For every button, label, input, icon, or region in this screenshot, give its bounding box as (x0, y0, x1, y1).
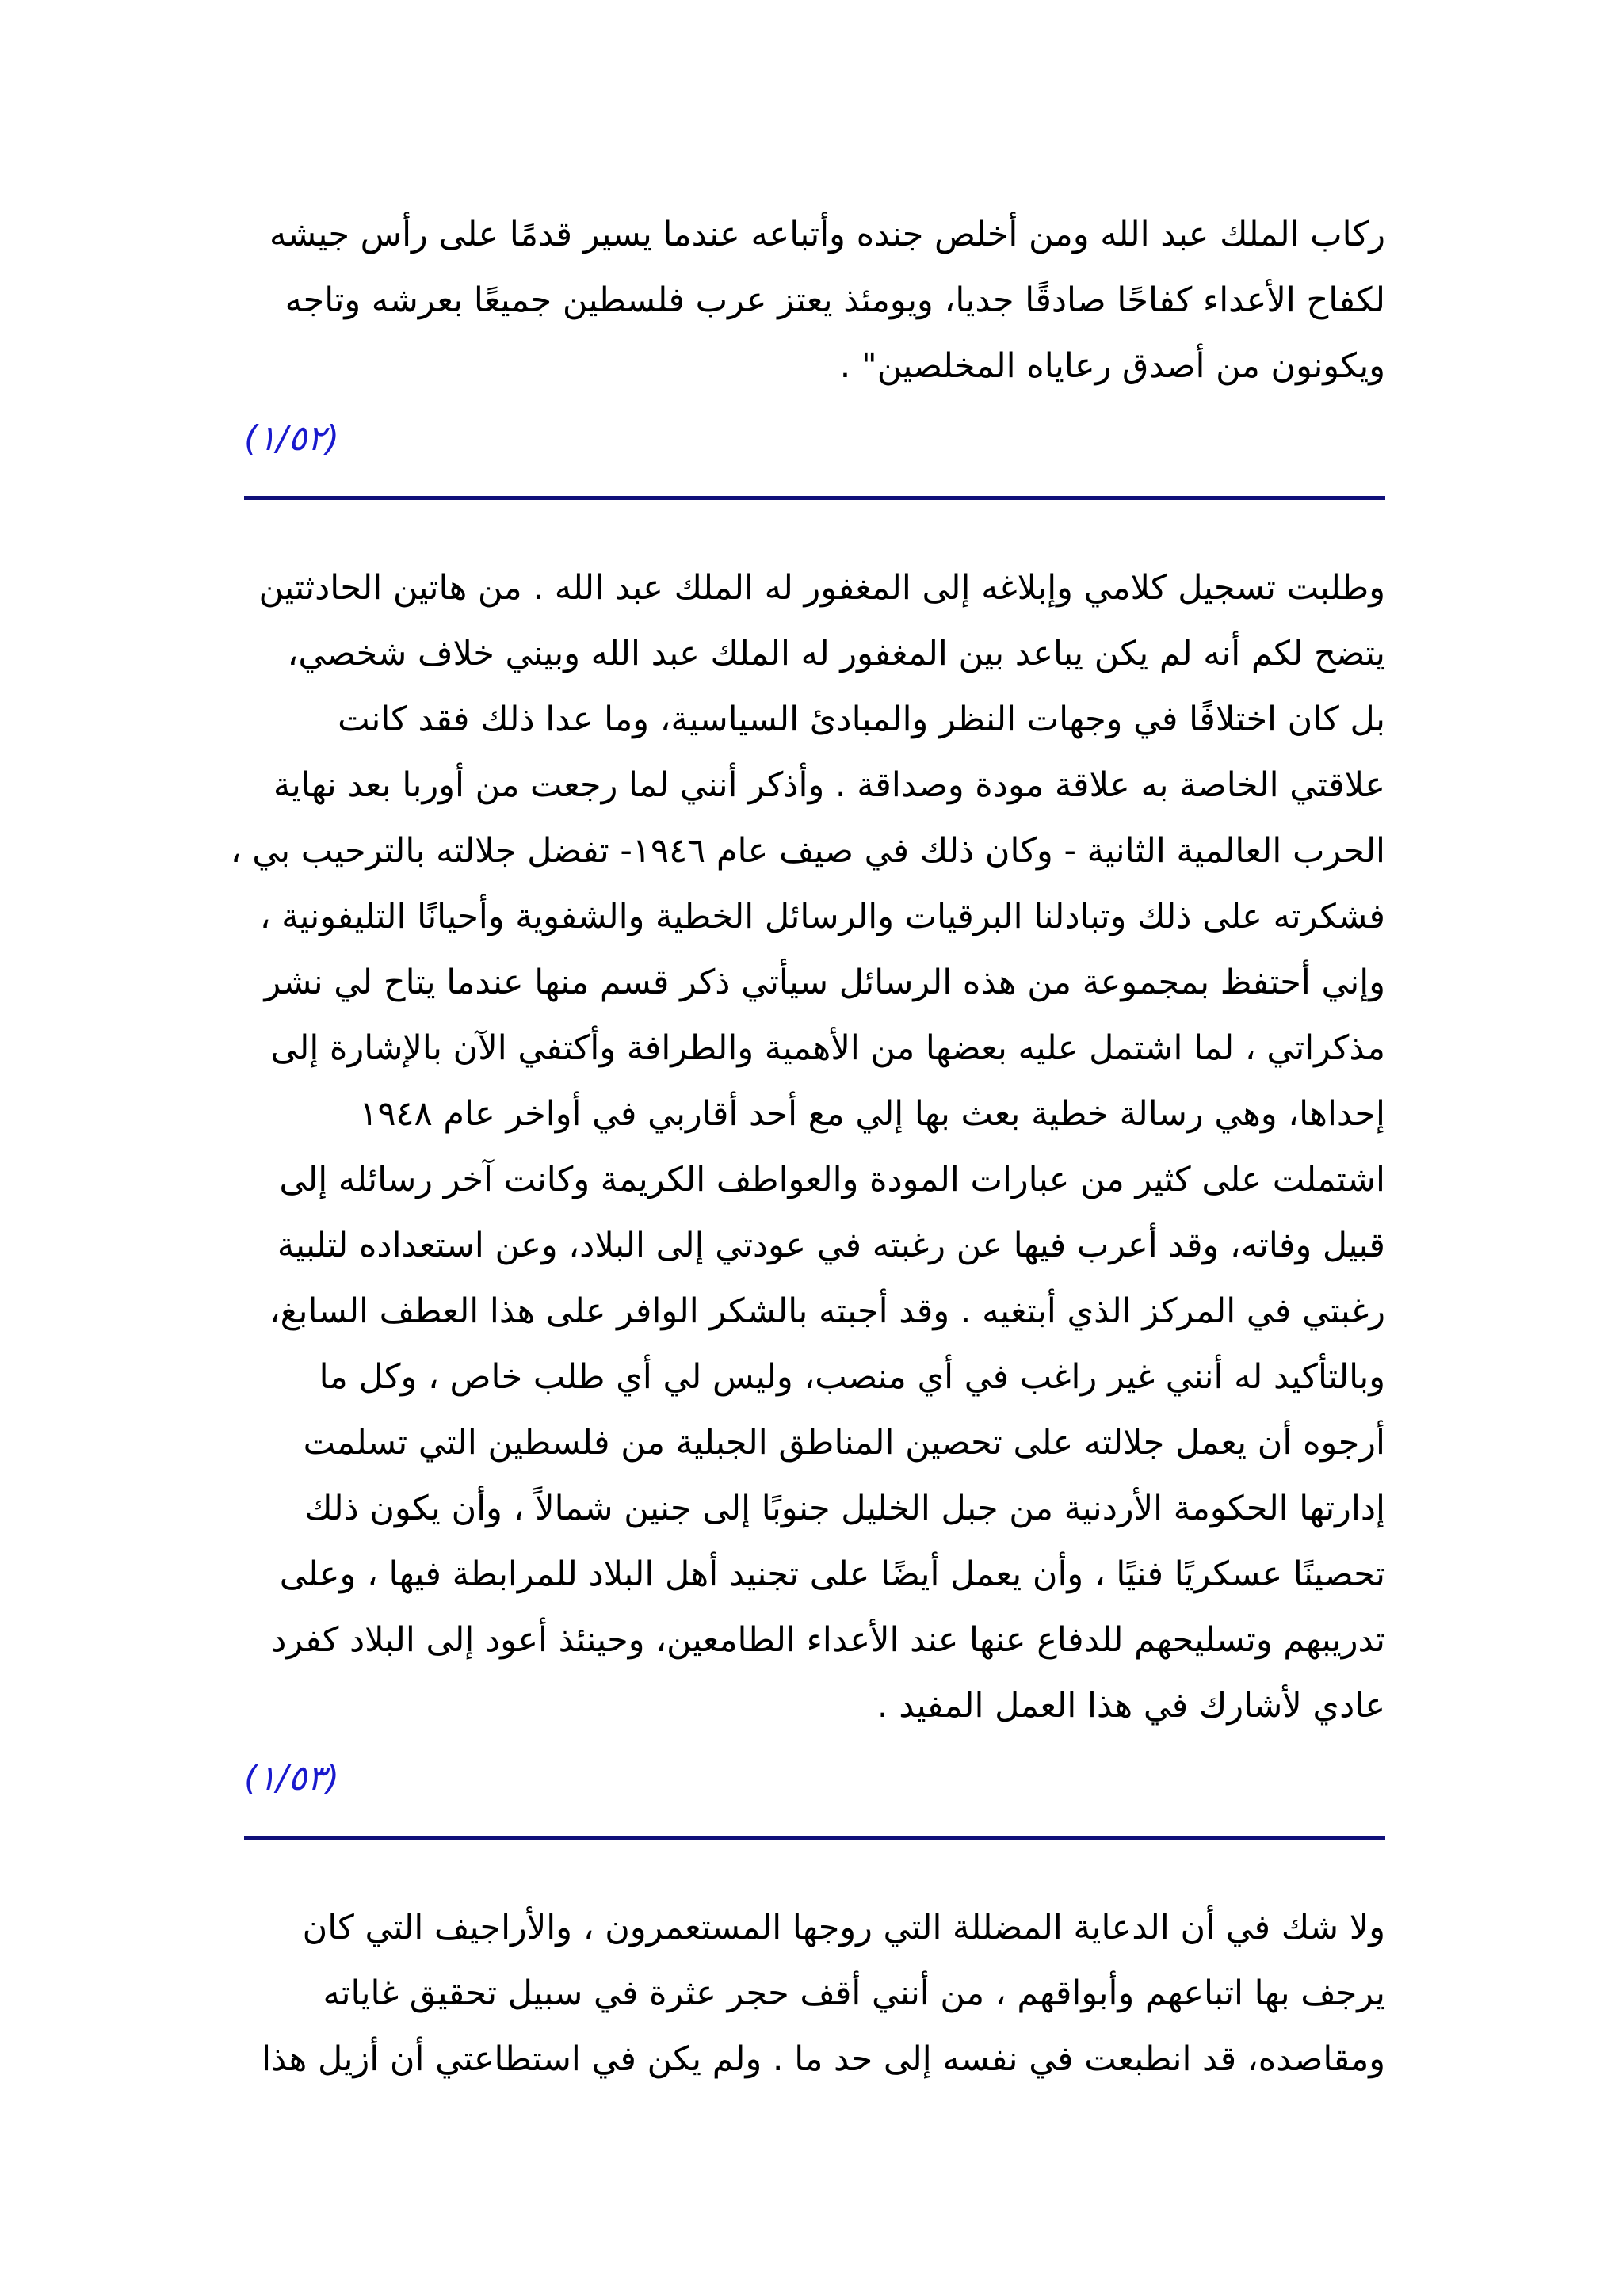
text-line: عادي لأشارك في هذا العمل المفيد . (876, 1686, 1385, 1726)
text-line: يتضح لكم أنه لم يكن يباعد بين المغفور له الملك عبد الله وبيني خلاف شخصي، (287, 634, 1385, 673)
text-line: قبيل وفاته، وقد أعرب فيها عن رغبته في عودتي إلى البلاد، وعن استعداده لتلبية (277, 1226, 1385, 1265)
page-divider (244, 1836, 1385, 1840)
text-line: وبالتأكيد له أنني غير راغب في أي منصب، وليس لي أي طلب خاص ، وكل ما (319, 1357, 1385, 1397)
text-line: إدارتها الحكومة الأردنية من جبل الخليل جنوبًا إلى جنين شمالاً ، وأن يكون ذلك (304, 1489, 1385, 1528)
paragraph-3 (244, 1895, 1385, 2092)
paragraph-2 (230, 555, 1385, 1739)
page-reference: (١/٥٣) (244, 1758, 340, 1798)
text-line: تحصينًا عسكريًا فنيًا ، وأن يعمل أيضًا على تجنيد أهل البلاد للمرابطة فيها ، وعلى (279, 1554, 1385, 1594)
document-page (230, 202, 1385, 2092)
text-line: ويكونون من أصدق رعاياه المخلصين" . (839, 346, 1385, 386)
paragraph-1 (244, 202, 1385, 399)
text-line: ركاب الملك عبد الله ومن أخلص جنده وأتباعه عندما يسير قدمًا على رأس جيشه (269, 215, 1385, 254)
text-line: وإني أحتفظ بمجموعة من هذه الرسائل سيأتي ذكر قسم منها عندما يتاح لي نشر (264, 963, 1385, 1002)
text-line: الحرب العالمية الثانية - وكان ذلك في صيف عام ١٩٤٦- تفضل جلالته بالترحيب بي ، (230, 831, 1385, 871)
text-line: إحداها، وهي رسالة خطية بعث بها إلي مع أحد أقاربي في أواخر عام ١٩٤٨ (359, 1094, 1385, 1134)
text-line: ومقاصده، قد انطبعت في نفسه إلى حد ما . ولم يكن في استطاعتي أن أزيل هذا (262, 2039, 1385, 2079)
text-line: بل كان اختلافًا في وجهات النظر والمبادئ السياسية، وما عدا ذلك فقد كانت (338, 700, 1385, 739)
text-line: علاقتي الخاصة به علاقة مودة وصداقة . وأذكر أنني لما رجعت من أوربا بعد نهاية (273, 765, 1385, 805)
text-line: مذكراتي ، لما اشتمل عليه بعضها من الأهمية والطرافة وأكتفي الآن بالإشارة إلى (270, 1028, 1385, 1068)
text-line: لكفاح الأعداء كفاحًا صادقًا جديا، ويومئذ يعتز عرب فلسطين جميعًا بعرشه وتاجه (285, 280, 1385, 320)
text-line: أرجوه أن يعمل جلالته على تحصين المناطق الجبلية من فلسطين التي تسلمت (303, 1423, 1385, 1463)
text-line: تدريبهم وتسليحهم للدفاع عنها عند الأعداء الطامعين، وحينئذ أعود إلى البلاد كفرد (271, 1620, 1385, 1660)
text-line: اشتملت على كثير من عبارات المودة والعواطف الكريمة وكانت آخر رسائله إلى (279, 1160, 1385, 1199)
text-line: يرجف بها اتباعهم وأبواقهم ، من أنني أقف حجر عثرة في سبيل تحقيق غاياته (323, 1974, 1385, 2013)
text-line: ولا شك في أن الدعاية المضللة التي روجها المستعمرون ، والأراجيف التي كان (302, 1908, 1385, 1947)
page-divider (244, 496, 1385, 500)
page-reference: (١/٥٢) (244, 418, 340, 459)
text-line: رغبتي في المركز الذي أبتغيه . وقد أجبته بالشكر الوافر على هذا العطف السابغ، (269, 1291, 1385, 1331)
text-line: فشكرته على ذلك وتبادلنا البرقيات والرسائل الخطية والشفوية وأحيانًا التليفونية ، (259, 897, 1385, 936)
text-line: وطلبت تسجيل كلامي وإبلاغه إلى المغفور له الملك عبد الله . من هاتين الحادثتين (258, 568, 1385, 608)
